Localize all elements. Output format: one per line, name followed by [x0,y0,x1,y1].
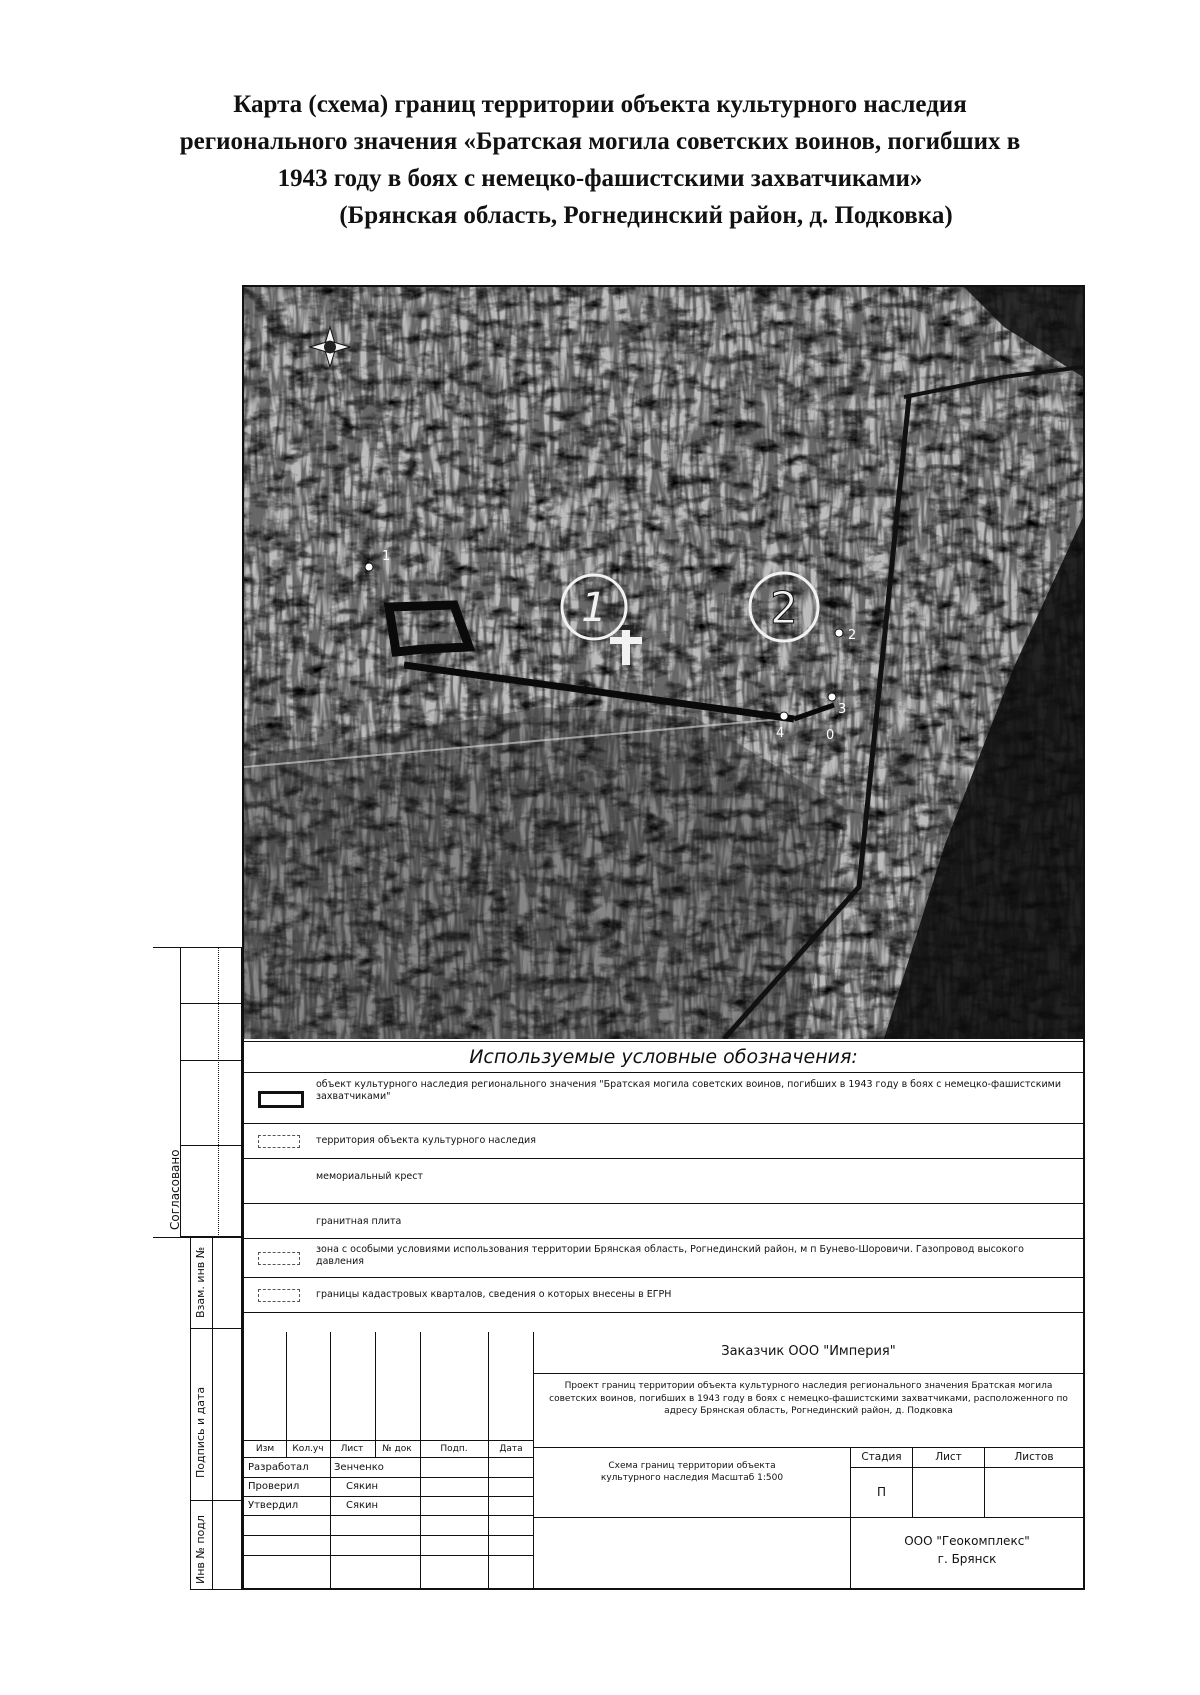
legend-text: территория объекта культурного наследия [316,1135,536,1146]
stamp-row-rule [244,1555,534,1556]
boundary-point[interactable] [365,563,373,571]
stamp-col-rule [375,1332,376,1457]
field-shadow [244,707,844,1039]
side-row-rule [180,1145,242,1146]
aerial-map[interactable] [244,287,1083,1039]
col-header: Подп. [440,1444,468,1454]
side-row-rule [190,1328,242,1329]
title-line-4: (Брянская область, Рогнединский район, д. Подковка) [339,202,953,229]
stamp-row-rule [244,1515,534,1516]
legend-symbol-territory [258,1135,300,1148]
role-label: Утвердил [248,1500,299,1511]
stamp-left-grid [244,1332,534,1590]
legend-text: объект культурного наследия регионального значения "Братская могила советских воинов, погибших в 1943 году в боях с немецко-фашистскими захватчиками" [316,1079,1062,1102]
side-divider [212,1237,213,1590]
side-label-signature-date: Подпись и дата [194,1386,207,1478]
legend-row [244,1204,1083,1239]
boundary-point[interactable] [828,693,836,701]
point-label: 4 [776,726,785,741]
stage-label: Стадия [861,1451,902,1463]
title-line-1: Карта (схема) границ территории объекта культурного наследия [233,91,967,118]
col-header: Лист [340,1444,364,1454]
legend-row [244,1124,1083,1159]
sheet-title-cell [534,1448,851,1518]
sheet-header-cell [913,1448,985,1468]
side-label-agreed: Согласовано [168,1149,182,1230]
role-name: Сякин [346,1481,379,1492]
stamp-empty-cell [534,1518,851,1590]
stamp-row-rule [244,1496,534,1497]
point-label: 0 [826,728,835,743]
stage-header-cell [851,1448,913,1468]
legend-text: границы кадастровых кварталов, сведения о которых внесены в ЕГРН [316,1289,672,1300]
project-text: Проект границ территории объекта культурного наследия регионального значения Братская могила советских воинов, погибших в 1943 году в боях с немецко-фашистскими захватчиками, расположенного по адресу Брянская область, Рогнединский район, д. Подковка [549,1381,1068,1416]
stamp-row-rule [244,1440,534,1441]
boundary-point[interactable] [780,712,788,720]
legend-heading: Используемые условные обозначения: [244,1042,1083,1073]
stage-value-cell [851,1468,913,1518]
legend-row [244,1073,1083,1124]
stage-value: П [876,1485,887,1499]
sheet-label: Лист [935,1451,962,1463]
point-label: 3 [838,702,847,717]
side-agreed-box [180,947,242,1237]
point-label: 2 [848,628,857,643]
side-row-rule [190,1500,242,1501]
stamp-col-rule [330,1332,331,1590]
customer-text: Заказчик ООО "Империя" [721,1344,896,1359]
side-divider [218,947,219,1237]
boundary-point[interactable] [835,629,843,637]
role-label: Проверил [248,1481,300,1492]
legend-text: зона с особыми условиями использования территории Брянская область, Рогнединский район, м п Бунево-Шоровичи. Газопровод высокого давления [316,1244,1024,1267]
legend-symbol-object [258,1091,304,1108]
project-cell [534,1374,1083,1448]
col-header: Дата [499,1444,523,1454]
legend-text: мемориальный крест [316,1171,423,1182]
company-city: г. Брянск [937,1552,997,1566]
sheets-label: Листов [1014,1451,1054,1463]
stamp-row-rule [244,1457,534,1458]
col-header: № док [382,1444,412,1454]
company-block [851,1532,1083,1568]
legend-symbol-cadastral [258,1289,300,1302]
col-header: Кол.уч [292,1444,324,1454]
stamp-col-rule [286,1332,287,1457]
page-title [120,86,1080,234]
side-label-replace-inv: Взам. инв № [194,1246,207,1318]
col-header: Изм [255,1444,275,1454]
zone-label-2: 2 [770,583,798,634]
legend-row [244,1159,1083,1204]
stamp-col-rule [488,1332,489,1590]
role-name: Сякин [346,1500,379,1511]
stamp-col-rule [420,1332,421,1590]
sheets-header-cell [985,1448,1083,1468]
side-row-rule [180,1060,242,1061]
legend-row [244,1239,1083,1278]
legend-row [244,1278,1083,1313]
zone-label-1: 1 [581,585,607,631]
sheets-value-cell [985,1468,1083,1518]
role-label: Разработал [248,1462,309,1473]
customer-cell [534,1332,1083,1374]
sheet-title-text: Схема границ территории объекта культурного наследия Масштаб 1:500 [600,1461,784,1483]
side-row-rule [180,1003,242,1004]
title-line-3: 1943 году в боях с немецко-фашистскими захватчиками» [277,165,923,192]
legend-text: гранитная плита [316,1216,402,1227]
stamp-row-rule [244,1477,534,1478]
title-line-2: регионального значения «Братская могила советских воинов, погибших в [179,128,1021,155]
stamp-row-rule [244,1535,534,1536]
role-name: Зенченко [334,1462,384,1473]
company-name: ООО "Геокомплекс" [904,1534,1030,1548]
point-label: 1 [382,549,391,564]
side-label-inv-original: Инв № подл [194,1515,207,1584]
sheet-value-cell [913,1468,985,1518]
legend [244,1041,1083,1313]
legend-symbol-special-zone [258,1252,300,1265]
